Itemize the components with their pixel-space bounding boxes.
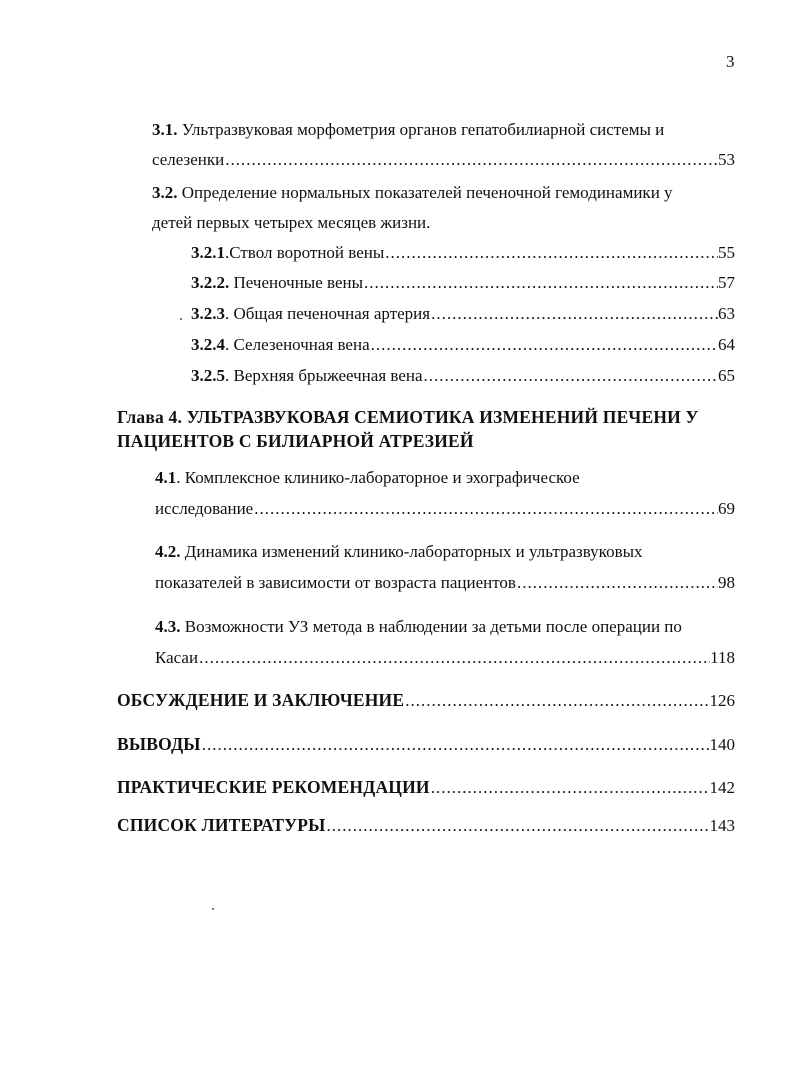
toc-3-2-5[interactable] [191, 365, 735, 389]
section-title: ВЫВОДЫ [117, 734, 201, 754]
section-title-cont: селезенки [152, 150, 225, 169]
section-title: ОБСУЖДЕНИЕ И ЗАКЛЮЧЕНИЕ [117, 690, 405, 710]
section-title: .Ствол воротной вены [225, 243, 385, 262]
section-title: . Селезеночная вена [225, 335, 370, 354]
toc-3-2-line2 [152, 212, 430, 236]
section-number: 3.2.5 [191, 366, 225, 385]
chapter-4-heading-line1: Глава 4. УЛЬТРАЗВУКОВАЯ СЕМИОТИКА ИЗМЕНЕНИЙ ПЕЧЕНИ У [117, 407, 699, 427]
toc-3-1-line2[interactable] [152, 149, 735, 173]
page-ref: 143 [709, 816, 735, 835]
section-title-cont: Касаи [155, 648, 199, 667]
section-number: 3.2. [152, 183, 178, 202]
section-title: Возможности УЗ метода в наблюдении за детьми после операции по [180, 617, 682, 636]
leader-dots [326, 815, 710, 837]
toc-3-2-4[interactable] [191, 334, 735, 358]
section-title: ПРАКТИЧЕСКИЕ РЕКОМЕНДАЦИИ [117, 777, 430, 797]
scan-speck [180, 318, 182, 320]
toc-conclusions[interactable] [117, 733, 735, 757]
leader-dots [423, 365, 718, 387]
toc-3-2-3[interactable] [191, 303, 735, 327]
toc-recommendations[interactable] [117, 776, 735, 800]
leader-dots [224, 149, 718, 171]
toc-4-3-line1 [155, 616, 682, 640]
page-ref: 126 [709, 691, 735, 710]
section-title: Определение нормальных показателей печеночной гемодинамики у [177, 183, 673, 202]
section-number: 3.2.2. [191, 273, 230, 292]
section-number: 3.2.3 [191, 304, 225, 323]
page-ref: 118 [710, 648, 735, 667]
leader-dots [516, 572, 718, 594]
page-ref: 65 [718, 366, 735, 385]
section-number: 4.3. [155, 617, 181, 636]
page-ref: 53 [718, 150, 735, 169]
leader-dots [404, 690, 709, 712]
page-number: 3 [726, 52, 735, 71]
page-ref: 142 [709, 778, 735, 797]
section-title: Динамика изменений клинико-лабораторных и ультразвуковых [180, 542, 643, 561]
scan-speck [212, 908, 214, 910]
page-ref: 63 [718, 304, 735, 323]
page-ref: 57 [718, 273, 735, 292]
leader-dots [253, 498, 718, 520]
section-number: 3.2.4 [191, 335, 225, 354]
chapter-4-heading-line2: ПАЦИЕНТОВ С БИЛИАРНОЙ АТРЕЗИЕЙ [117, 431, 474, 451]
toc-3-2-2[interactable] [191, 272, 735, 296]
page-ref: 98 [718, 573, 735, 592]
leader-dots [430, 777, 710, 799]
toc-3-2-line1 [152, 182, 673, 206]
section-title: СПИСОК ЛИТЕРАТУРЫ [117, 815, 326, 835]
leader-dots [198, 647, 710, 669]
section-title: . Общая печеночная артерия [225, 304, 431, 323]
section-number: 4.1 [155, 468, 177, 487]
leader-dots [370, 334, 718, 356]
toc-3-2-1[interactable] [191, 242, 735, 266]
leader-dots [201, 734, 710, 756]
section-title-cont: показателей в зависимости от возраста пациентов [155, 573, 516, 592]
section-number: 3.2.1 [191, 243, 225, 262]
section-number: 4.2. [155, 542, 181, 561]
section-title: Ультразвуковая морфометрия органов гепатобилиарной системы и [177, 120, 665, 139]
toc-4-2-line2[interactable] [155, 572, 735, 596]
section-title: . Комплексное клинико-лабораторное и эхографическое [176, 468, 580, 487]
toc-3-1-line1 [152, 119, 664, 143]
toc-4-2-line1 [155, 541, 643, 565]
toc-discussion[interactable] [117, 689, 735, 713]
page-ref: 55 [718, 243, 735, 262]
toc-4-1-line1 [155, 467, 580, 491]
page-ref: 69 [718, 499, 735, 518]
section-title-cont: детей первых четырех месяцев жизни. [152, 213, 431, 232]
leader-dots [384, 242, 718, 264]
page-ref: 64 [718, 335, 735, 354]
toc-references[interactable] [117, 814, 735, 838]
section-title-cont: исследование [155, 499, 254, 518]
leader-dots [363, 272, 718, 294]
page-ref: 140 [709, 735, 735, 754]
toc-4-3-line2[interactable] [155, 647, 735, 671]
section-number: 3.1. [152, 120, 178, 139]
section-title: . Верхняя брыжеечная вена [225, 366, 423, 385]
toc-4-1-line2[interactable] [155, 498, 735, 522]
leader-dots [430, 303, 718, 325]
section-title: Печеночные вены [229, 273, 364, 292]
